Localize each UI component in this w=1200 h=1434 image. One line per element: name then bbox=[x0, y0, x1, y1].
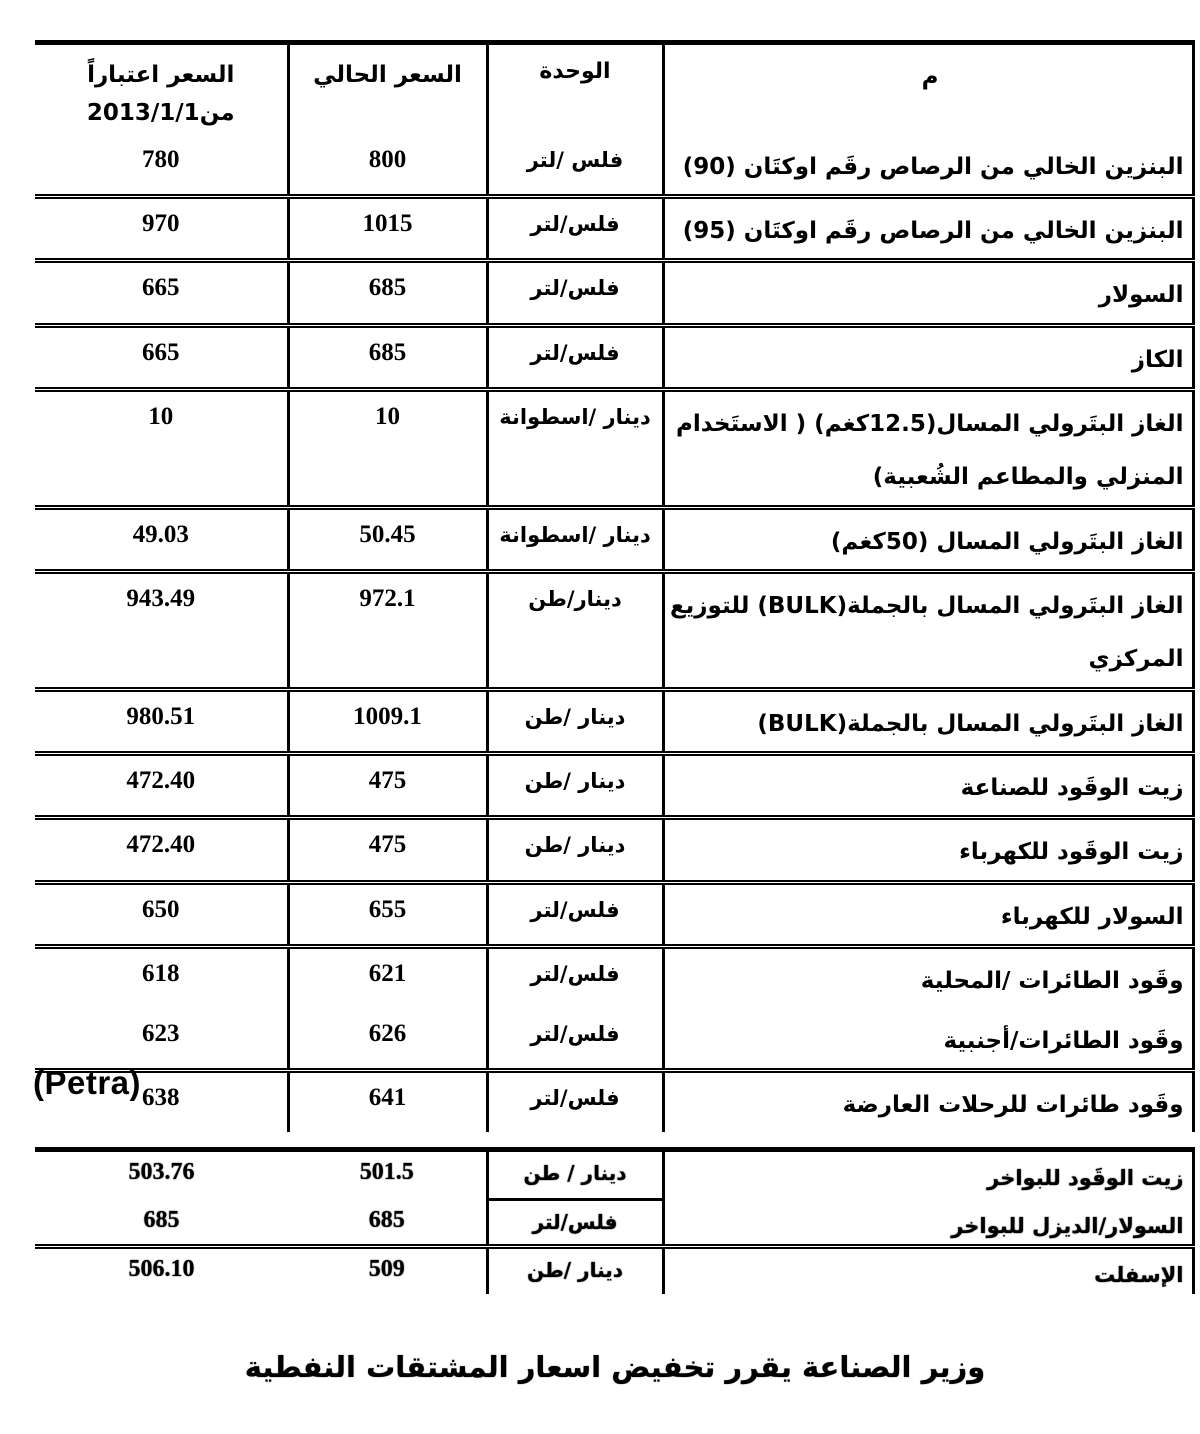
unit-cell: فلس/لتر bbox=[487, 325, 663, 389]
new-price-cell: 506.10 bbox=[128, 1256, 195, 1283]
unit-cell: فلس/لتر bbox=[487, 1070, 663, 1132]
new-price-cell: 650 bbox=[35, 882, 288, 946]
new-price-cell: 980.51 bbox=[35, 689, 288, 753]
table-row bbox=[35, 196, 1193, 260]
new-price-cell: 665 bbox=[35, 325, 288, 389]
table-row bbox=[35, 507, 1193, 571]
unit-cell: دينار / طن bbox=[487, 1150, 663, 1200]
unit-cell: دينار/طن bbox=[487, 572, 663, 690]
new-price-cell: 943.49 bbox=[35, 572, 288, 690]
column-header-item: م bbox=[663, 43, 1193, 135]
table-row bbox=[35, 572, 1193, 690]
unit-cell: فلس/لتر bbox=[487, 261, 663, 325]
new-price-cell: 665 bbox=[35, 261, 288, 325]
column-header-unit: الوحدة bbox=[487, 43, 663, 135]
new-price-cell: 10 bbox=[35, 389, 288, 507]
unit-cell: فلس /لتر bbox=[487, 135, 663, 197]
item-cell: الغاز البتَرولي المسال بالجملة(BULK) bbox=[663, 689, 1193, 753]
item-cell: البنزين الخالي من الرصاص رقَم اوكتَان (95) bbox=[663, 196, 1193, 260]
item-cell: الإسفلت bbox=[663, 1247, 1193, 1294]
current-price-cell: 50.45 bbox=[288, 507, 487, 571]
current-price-cell: 800 bbox=[288, 135, 487, 197]
item-cell: وقَود طائرات للرحلات العارضة bbox=[663, 1070, 1193, 1132]
column-header-current-price: السعر الحالي bbox=[288, 43, 487, 135]
new-price-cell: 503.76 bbox=[128, 1159, 195, 1185]
current-price-cell: 685 bbox=[288, 1200, 487, 1247]
table-row bbox=[35, 818, 1193, 882]
unit-cell: دينار /اسطوانة bbox=[487, 389, 663, 507]
current-price-cell: 1009.1 bbox=[288, 689, 487, 753]
table-row bbox=[35, 1009, 1193, 1071]
unit-cell: فلس/لتر bbox=[487, 1009, 663, 1071]
new-price-header-line2: من2013/1/1 bbox=[86, 99, 235, 126]
unit-cell: دينار /طن bbox=[487, 689, 663, 753]
new-price-cell: 685 bbox=[35, 1200, 288, 1247]
current-price-cell: 685 bbox=[288, 325, 487, 389]
new-price-cell: 623 bbox=[35, 1009, 288, 1071]
table-row bbox=[35, 1200, 1193, 1247]
item-cell: السولار للكهرباء bbox=[663, 882, 1193, 946]
current-price-cell: 685 bbox=[288, 261, 487, 325]
item-cell: زيت الوقَود للكهرباء bbox=[663, 818, 1193, 882]
new-price-cell: 49.03 bbox=[35, 507, 288, 571]
current-price-cell: 509 bbox=[368, 1256, 405, 1283]
unit-cell: دينار /طن bbox=[487, 754, 663, 818]
table-row bbox=[35, 1070, 1193, 1132]
item-cell: زيت الوقَود للبواخر bbox=[663, 1150, 1193, 1200]
table-row bbox=[35, 689, 1193, 753]
current-price-cell: 972.1 bbox=[288, 572, 487, 690]
current-price-cell: 626 bbox=[288, 1009, 487, 1071]
current-price-cell: 1015 bbox=[288, 196, 487, 260]
current-price-cell: 641 bbox=[288, 1070, 487, 1132]
table-row bbox=[35, 947, 1193, 1009]
table-row bbox=[35, 135, 1193, 197]
table-row bbox=[35, 1150, 1193, 1200]
table-row bbox=[35, 754, 1193, 818]
new-price-cell: 472.40 bbox=[35, 818, 288, 882]
table-row bbox=[35, 389, 1193, 507]
table-row bbox=[35, 1247, 1193, 1294]
unit-cell: فلس/لتر bbox=[487, 196, 663, 260]
ships-fuel-price-table bbox=[35, 1147, 1195, 1294]
current-price-cell: 501.5 bbox=[359, 1159, 414, 1185]
current-price-cell: 655 bbox=[288, 882, 487, 946]
current-price-cell: 10 bbox=[288, 389, 487, 507]
current-price-cell: 621 bbox=[288, 947, 487, 1009]
unit-cell: فلس/لتر bbox=[487, 947, 663, 1009]
column-header-new-price bbox=[35, 43, 288, 135]
unit-cell: دينار /اسطوانة bbox=[487, 507, 663, 571]
item-cell: الغاز البتَرولي المسال (50كغم) bbox=[663, 507, 1193, 571]
table-row bbox=[35, 261, 1193, 325]
current-price-cell: 475 bbox=[288, 754, 487, 818]
new-price-cell: 472.40 bbox=[35, 754, 288, 818]
table-row bbox=[35, 325, 1193, 389]
fuel-price-table bbox=[35, 40, 1195, 1132]
new-price-cell: 618 bbox=[142, 960, 180, 988]
item-cell: وقَود الطائرات/أجنبية bbox=[663, 1009, 1193, 1071]
current-price-cell: 475 bbox=[288, 818, 487, 882]
item-cell: زيت الوقَود للصناعة bbox=[663, 754, 1193, 818]
article-headline: وزير الصناعة يقرر تخفيض اسعار المشتقات النفطية bbox=[244, 1350, 986, 1384]
unit-cell: فلس/لتر bbox=[487, 1200, 663, 1247]
item-cell: السولار/الديزل للبواخر bbox=[663, 1200, 1193, 1247]
table-row bbox=[35, 882, 1193, 946]
item-cell: الكاز bbox=[663, 325, 1193, 389]
item-cell: الغاز البتَرولي المسال(12.5كغم) ( الاستَخدام المنزلي والمطاعم الشُعبية) bbox=[663, 389, 1193, 507]
item-cell: الغاز البتَرولي المسال بالجملة(BULK) للتوزيع المركزي bbox=[663, 572, 1193, 690]
header-row bbox=[35, 43, 1193, 135]
new-price-cell: 638 bbox=[142, 1083, 180, 1111]
petra-source-label: (Petra) bbox=[33, 1064, 142, 1101]
item-cell: البنزين الخالي من الرصاص رقَم اوكتَان (90) bbox=[663, 135, 1193, 197]
item-cell: وقَود الطائرات /المحلية bbox=[663, 947, 1193, 1009]
unit-cell: دينار /طن bbox=[487, 818, 663, 882]
new-price-cell: 780 bbox=[35, 135, 288, 197]
new-price-cell: 970 bbox=[35, 196, 288, 260]
unit-cell: دينار /طن bbox=[487, 1247, 663, 1294]
item-cell: السولار bbox=[663, 261, 1193, 325]
new-price-header-line1: السعر اعتباراً bbox=[87, 62, 235, 88]
unit-cell: فلس/لتر bbox=[487, 882, 663, 946]
